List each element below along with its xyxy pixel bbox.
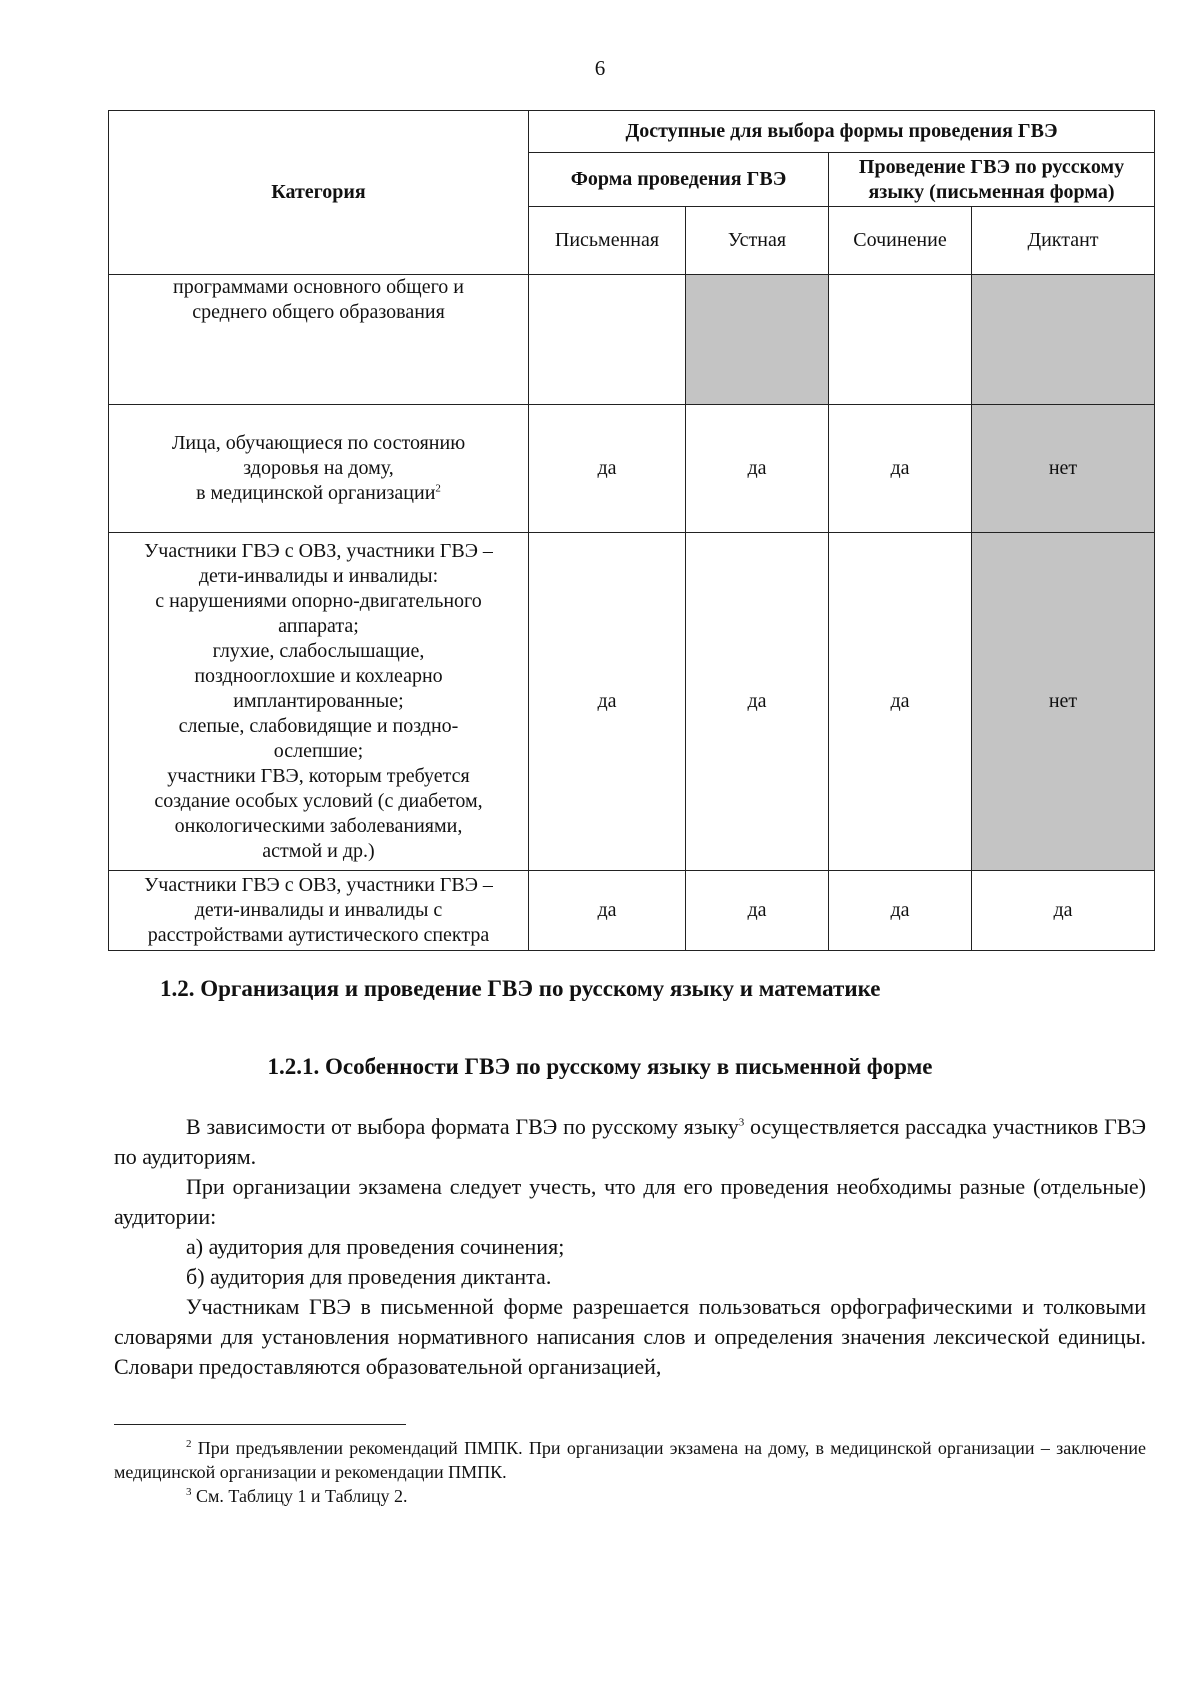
category-line: здоровья на дому, xyxy=(243,457,394,479)
table-row xyxy=(109,405,1155,533)
paragraph: б) аудитория для проведения диктанта. xyxy=(186,1264,552,1289)
category-line: участники ГВЭ, которым требуется xyxy=(167,765,470,787)
category-line: расстройствами аутистического спектра xyxy=(147,924,490,946)
category-line: создание особых условий (с диабетом, xyxy=(154,790,483,812)
footnote-text: При предъявлении рекомендаций ПМПК. При организации экзамена на дому, в медицинской организации – заключение медицинской организации и рекомендации ПМПК. xyxy=(114,1438,1146,1482)
header-category: Категория xyxy=(109,111,529,275)
category-cell xyxy=(109,871,529,951)
essay-cell: да xyxy=(829,871,972,951)
table-row xyxy=(109,533,1155,871)
body-text xyxy=(114,1112,1146,1382)
footnote-mark: 3 xyxy=(186,1486,192,1498)
category-line: астмой и др.) xyxy=(262,840,375,862)
footnote-ref: 2 xyxy=(435,482,441,495)
paragraph-text: В зависимости от выбора формата ГВЭ по русскому языку xyxy=(186,1114,739,1139)
footnote-text: См. Таблицу 1 и Таблицу 2. xyxy=(191,1486,408,1506)
footnote xyxy=(114,1436,1146,1484)
header-form-group: Форма проведения ГВЭ xyxy=(529,153,829,207)
header-dictation: Диктант xyxy=(972,207,1155,275)
paragraph: а) аудитория для проведения сочинения; xyxy=(186,1234,565,1259)
category-line: глухие, слабослышащие, xyxy=(212,640,425,662)
paragraph: Участникам ГВЭ в письменной форме разрешается пользоваться орфографическими и толковыми словарями для установления нормативного написания слов и определения значения лексической единицы. Словари предоставляются образовательной организацией, xyxy=(114,1294,1146,1379)
category-line: в медицинской организации xyxy=(196,482,436,504)
header-oral: Устная xyxy=(686,207,829,275)
category-line: имплантированные; xyxy=(233,690,404,712)
written-cell xyxy=(529,275,686,405)
category-line: Лица, обучающиеся по состоянию xyxy=(171,432,466,454)
footnotes xyxy=(114,1436,1146,1508)
paragraph-text: осуществляется рассадка участников ГВЭ по аудиториям. xyxy=(114,1114,1146,1169)
category-cell xyxy=(109,533,529,871)
section-heading: 1.2. Организация и проведение ГВЭ по русскому языку и математике xyxy=(160,976,881,1001)
header-essay: Сочинение xyxy=(829,207,972,275)
paragraph xyxy=(114,1112,1146,1172)
oral-cell: да xyxy=(686,871,829,951)
subsection-heading: 1.2.1. Особенности ГВЭ по русскому языку в письменной форме xyxy=(267,1054,933,1079)
category-line: аппарата; xyxy=(278,615,359,637)
footnote-ref: 3 xyxy=(738,1116,745,1129)
category-cell xyxy=(109,275,529,405)
category-line: позднооглохшие и кохлеарно xyxy=(194,665,443,687)
oral-cell: да xyxy=(686,405,829,533)
category-line: дети-инвалиды и инвалиды: xyxy=(198,565,439,587)
header-written: Письменная xyxy=(529,207,686,275)
category-cell xyxy=(109,405,529,533)
dictation-cell: нет xyxy=(972,533,1155,871)
category-line-with-footnote xyxy=(115,481,522,506)
category-line: среднего общего образования xyxy=(192,301,445,323)
header-russian-group: Проведение ГВЭ по русскому языку (письменная форма) xyxy=(829,153,1155,207)
footnote-mark: 2 xyxy=(186,1438,192,1450)
header-available-forms: Доступные для выбора формы проведения ГВЭ xyxy=(529,111,1155,153)
essay-cell: да xyxy=(829,405,972,533)
essay-cell xyxy=(829,275,972,405)
written-cell: да xyxy=(529,405,686,533)
written-cell: да xyxy=(529,533,686,871)
dictation-cell: да xyxy=(972,871,1155,951)
category-line: слепые, слабовидящие и поздно- xyxy=(178,715,459,737)
table-row xyxy=(109,275,1155,405)
category-line: с нарушениями опорно-двигательного xyxy=(155,590,482,612)
oral-cell: да xyxy=(686,533,829,871)
page-number: 6 xyxy=(594,56,606,80)
essay-cell: да xyxy=(829,533,972,871)
dictation-cell: нет xyxy=(972,405,1155,533)
footnote-divider xyxy=(114,1424,406,1425)
exam-forms-table xyxy=(108,110,1155,951)
dictation-cell xyxy=(972,275,1155,405)
written-cell: да xyxy=(529,871,686,951)
category-line: программами основного общего и xyxy=(173,276,464,298)
oral-cell xyxy=(686,275,829,405)
footnote xyxy=(114,1484,1146,1508)
category-line: ослепшие; xyxy=(273,740,364,762)
category-line: онкологическими заболеваниями, xyxy=(174,815,463,837)
category-line: дети-инвалиды и инвалиды с xyxy=(194,899,443,921)
table-row xyxy=(109,871,1155,951)
category-line: Участники ГВЭ с ОВЗ, участники ГВЭ – xyxy=(144,874,493,896)
category-line: Участники ГВЭ с ОВЗ, участники ГВЭ – xyxy=(144,540,493,562)
paragraph: При организации экзамена следует учесть, что для его проведения необходимы разные (отдельные) аудитории: xyxy=(114,1174,1146,1229)
